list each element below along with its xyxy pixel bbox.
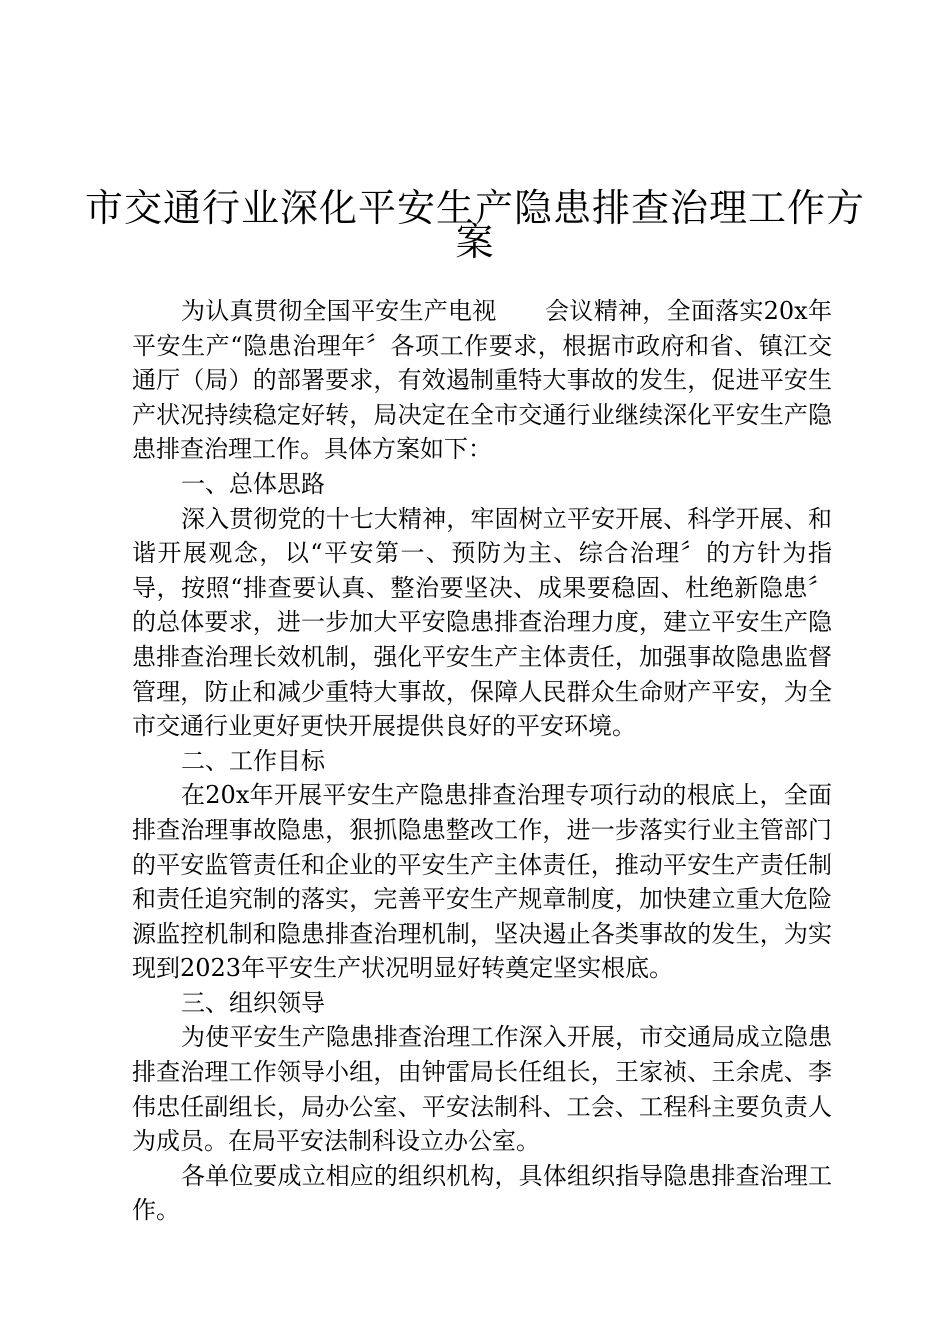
section-heading-overall-approach: 一、总体思路 <box>181 469 325 498</box>
organization-paragraph: 为使平安生产隐患排查治理工作深入开展，市交通局成立隐患排查治理工作领导小组，由钟雷局长任组长，王家祯、王余虎、李伟忠任副组长，局办公室、平安法制科、工会、工程科主要负责人为成员。在局平安法制科设立办公室。 <box>132 1023 832 1156</box>
intro-paragraph: 为认真贯彻全国平安生产电视 会议精神，全面落实20x年平安生产“隐患治理年〞各项工作要求，根据市政府和省、镇江交通厅（局）的部署要求，有效遏制重特大事故的发生，促进平安生产状况持续稳定好转，局决定在全市交通行业继续深化平安生产隐患排查治理工作。具体方案如下： <box>132 297 832 464</box>
organization-paragraph-2: 各单位要成立相应的组织机构，具体组织指导隐患排查治理工作。 <box>132 1161 832 1225</box>
work-goals-paragraph: 在20x年开展平安生产隐患排查治理专项行动的根底上，全面排查治理事故隐患，狠抓隐患整改工作，进一步落实行业主管部门的平安监管责任和企业的平安生产主体责任，推动平安生产责任制和责任追究制的落实，完善平安生产规章制度，加快建立重大危险源监控机制和隐患排查治理机制，坚决遏止各类事故的发生，为实现到2023年平安生产状况明显好转奠定坚实根底。 <box>132 781 832 983</box>
document-body <box>132 294 832 1228</box>
overall-approach-paragraph: 深入贯彻党的十七大精神，牢固树立平安开展、科学开展、和谐开展观念，以“平安第一、预防为主、综合治理〞的方针为指导，按照“排查要认真、整治要坚决、成果要稳固、杜绝新隐患〞的总体要求，进一步加大平安隐患排查治理力度，建立平安生产隐患排查治理长效机制，强化平安生产主体责任，加强事故隐患监督管理，防止和减少重特大事故，保障人民群众生命财产平安，为全市交通行业更好更快开展提供良好的平安环境。 <box>132 504 832 741</box>
document-title-line-1: 市交通行业深化平安生产隐患排查治理工作方 <box>84 186 865 230</box>
section-heading-organization: 三、组织领导 <box>181 988 325 1017</box>
document-title-line-2: 案 <box>455 220 495 264</box>
section-heading-work-goals: 二、工作目标 <box>181 746 325 775</box>
